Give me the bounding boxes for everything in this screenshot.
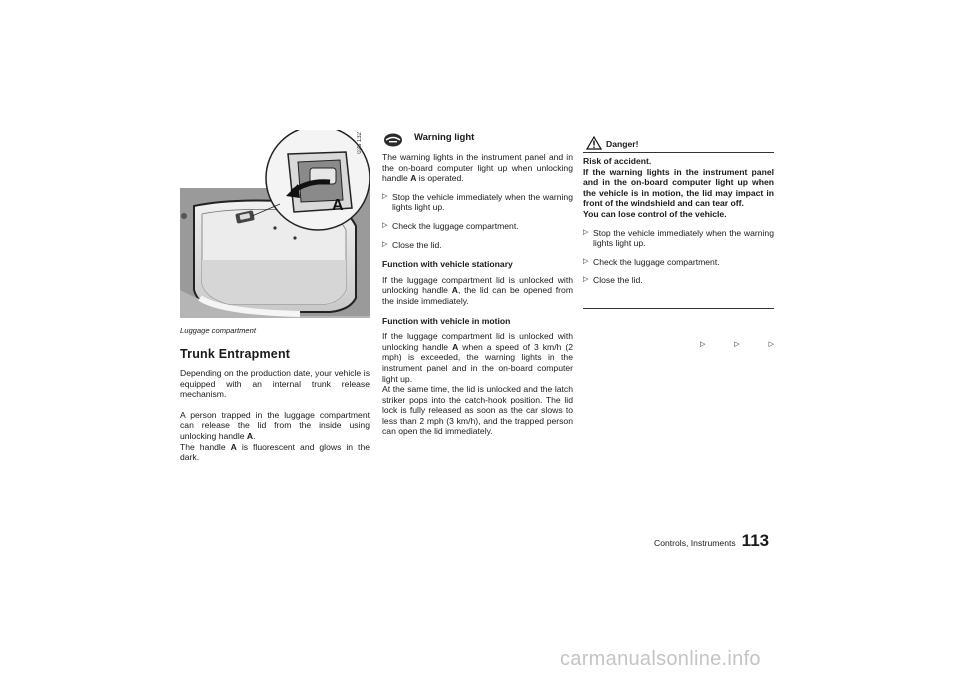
warning-intro: The warning lights in the instrument panel and in the on-board computer light up when unlocking handle A is operated. [382, 152, 573, 184]
warning-triangle-icon [586, 136, 602, 150]
warning-step-1: ▷ Stop the vehicle immediately when the warning lights light up. [382, 191, 573, 213]
danger-line-2: If the warning lights in the instrument panel and in the on-board computer light up when the vehicle is in motion, the lid may impact in front of the windshield and can tear off. [583, 166, 774, 209]
warning-step-3: ▷ Close the lid. [382, 239, 442, 250]
danger-line-3: You can lose control of the vehicle. [583, 208, 727, 219]
continue-arrow-icon: ▷ [700, 341, 706, 348]
trunk-open-icon [383, 131, 403, 147]
page-footer [654, 531, 769, 551]
stationary-heading: Function with vehicle stationary [382, 259, 513, 270]
danger-header [583, 135, 774, 153]
watermark: carmanualsonline.info [560, 648, 761, 670]
warning-light-title: Warning light [414, 132, 475, 143]
danger-line-1: Risk of accident. [583, 156, 652, 166]
figure-id: 023 132 [357, 132, 363, 154]
continue-arrow-icon: ▷ [768, 341, 774, 348]
danger-title: Danger! [606, 139, 639, 149]
figure-caption: Luggage compartment [180, 326, 256, 335]
trunk-para-2: A person trapped in the luggage compartment can release the lid from the inside using unlocking handle A. The handle A is fluorescent and glows in the dark. [180, 409, 370, 463]
continuation-arrows [700, 340, 774, 348]
trunk-entrapment-title: Trunk Entrapment [180, 347, 291, 361]
footer-section: Controls, Instruments [654, 538, 736, 548]
figure-callout-a: A [332, 197, 344, 214]
continue-arrow-icon: ▷ [734, 341, 740, 348]
motion-heading: Function with vehicle in motion [382, 315, 511, 326]
warning-step-2: ▷ Check the luggage compartment. [382, 220, 519, 231]
trunk-para-1: Depending on the production date, your vehicle is equipped with an internal trunk release mechanism. [180, 368, 370, 400]
warning-light-header [382, 131, 573, 149]
motion-text: If the luggage compartment lid is unlocked with unlocking handle A when a speed of 3 km/h (2 mph) is exceeded, the warning lights in the instrument panel and in the on-board computer light up. At the same time, the lid is unlocked and the latch striker pops into the catch-hook position. The lid lock is fully released as soon as the car slows to less than 2 mph (3 km/h), and the trapped person can open the lid immediately. [382, 331, 573, 437]
danger-step-1: ▷ Stop the vehicle immediately when the warning lights light up. [583, 227, 774, 249]
danger-step-2: ▷ Check the luggage compartment. [583, 256, 720, 267]
luggage-compartment-figure [180, 130, 370, 318]
page-number: 113 [741, 531, 770, 550]
danger-bottom-rule [583, 308, 774, 309]
stationary-text: If the luggage compartment lid is unlocked with unlocking handle A, the lid can be opened from the inside immediately. [382, 274, 573, 306]
danger-step-3: ▷ Close the lid. [583, 275, 643, 286]
